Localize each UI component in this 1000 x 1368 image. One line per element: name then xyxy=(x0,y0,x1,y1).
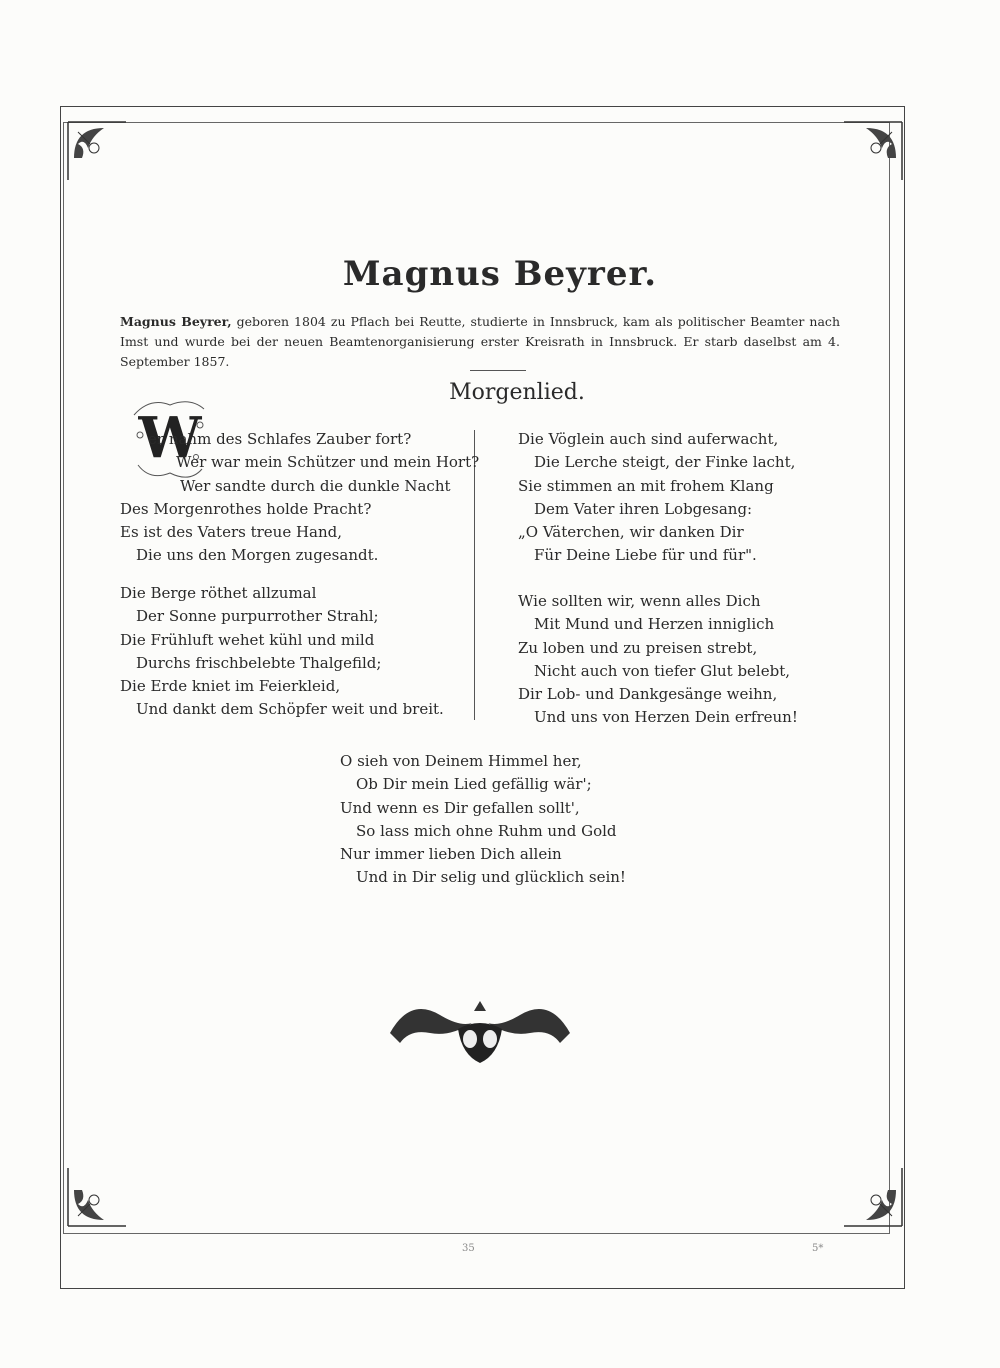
verse-line: Und in Dir selig und glücklich sein! xyxy=(356,868,626,887)
verse-line: er nahm des Schlafes Zauber fort? xyxy=(148,430,412,448)
verse-line: O sieh von Deinem Himmel her, xyxy=(340,752,582,770)
verse-line: Nicht auch von tiefer Glut belebt, xyxy=(534,661,791,680)
verse-line: So lass mich ohne Ruhm und Gold xyxy=(356,821,617,840)
verse-line: Ob Dir mein Lied gefällig wär'; xyxy=(356,775,592,794)
stanza-1 xyxy=(120,428,479,568)
corner-ornament-bottom-right xyxy=(836,1160,906,1230)
page-title: Magnus Beyrer. xyxy=(342,254,658,294)
verse-line: Nur immer lieben Dich allein xyxy=(340,845,562,864)
stanza-5 xyxy=(340,750,626,890)
verse-line: Die Frühluft wehet kühl und mild xyxy=(120,630,375,649)
verse-line: Wie sollten wir, wenn alles Dich xyxy=(518,592,761,610)
verse-line: Und uns von Herzen Dein erfreun! xyxy=(534,708,798,727)
verse-line: Der Sonne purpurrother Strahl; xyxy=(136,607,379,626)
verse-line: Zu loben und zu preisen strebt, xyxy=(518,638,758,657)
author-biography xyxy=(120,312,840,372)
verse-line: Mit Mund und Herzen inniglich xyxy=(534,615,775,634)
verse-line: Und wenn es Dir gefallen sollt', xyxy=(340,798,580,817)
page-number: 35 xyxy=(462,1243,475,1254)
verse-line: Für Deine Liebe für und für". xyxy=(534,546,757,565)
poem-title: Morgenlied. xyxy=(449,380,585,405)
verse-line: Durchs frischbelebte Thalgefild; xyxy=(136,653,382,672)
author-name: Magnus Beyrer, xyxy=(120,314,232,329)
corner-ornament-top-left xyxy=(64,118,134,188)
section-divider xyxy=(470,370,526,371)
sheet-signature: 5* xyxy=(812,1243,824,1254)
verse-line: Die Vöglein auch sind auferwacht, xyxy=(518,430,779,448)
corner-ornament-bottom-left xyxy=(64,1160,134,1230)
stanza-3 xyxy=(518,428,795,568)
verse-line: Sie stimmen an mit frohem Klang xyxy=(518,476,774,495)
verse-line: Wer war mein Schützer und mein Hort? xyxy=(176,453,480,472)
verse-line: Dir Lob- und Dankgesänge weihn, xyxy=(518,685,778,704)
verse-line: Wer sandte durch die dunkle Nacht xyxy=(180,476,451,495)
verse-line: Die Erde kniet im Feierkleid, xyxy=(120,677,341,696)
verse-line: Und dankt dem Schöpfer weit und breit. xyxy=(136,700,444,719)
verse-line: „O Väterchen, wir danken Dir xyxy=(518,523,744,542)
stanza-2 xyxy=(120,582,444,722)
biography-text: geboren 1804 zu Pflach bei Reutte, studierte in Innsbruck, kam als politischer Beamter nach Imst und wurde bei der neuen Beamtenorganisierung erster Kreisrath in Innsbruck. Er starb daselbst am 4. September 1857. xyxy=(120,314,840,369)
verse-line: Dem Vater ihren Lobgesang: xyxy=(534,499,753,518)
tail-ornament xyxy=(380,993,580,1071)
verse-line: Es ist des Vaters treue Hand, xyxy=(120,523,343,542)
corner-ornament-top-right xyxy=(836,118,906,188)
stanza-4 xyxy=(518,590,798,730)
verse-line: Die Lerche steigt, der Finke lacht, xyxy=(534,453,796,472)
verse-line: Die Berge röthet allzumal xyxy=(120,584,317,602)
verse-line: Die uns den Morgen zugesandt. xyxy=(136,546,379,565)
verse-line: Des Morgenrothes holde Pracht? xyxy=(120,499,372,518)
initial-letter: W xyxy=(138,405,202,471)
